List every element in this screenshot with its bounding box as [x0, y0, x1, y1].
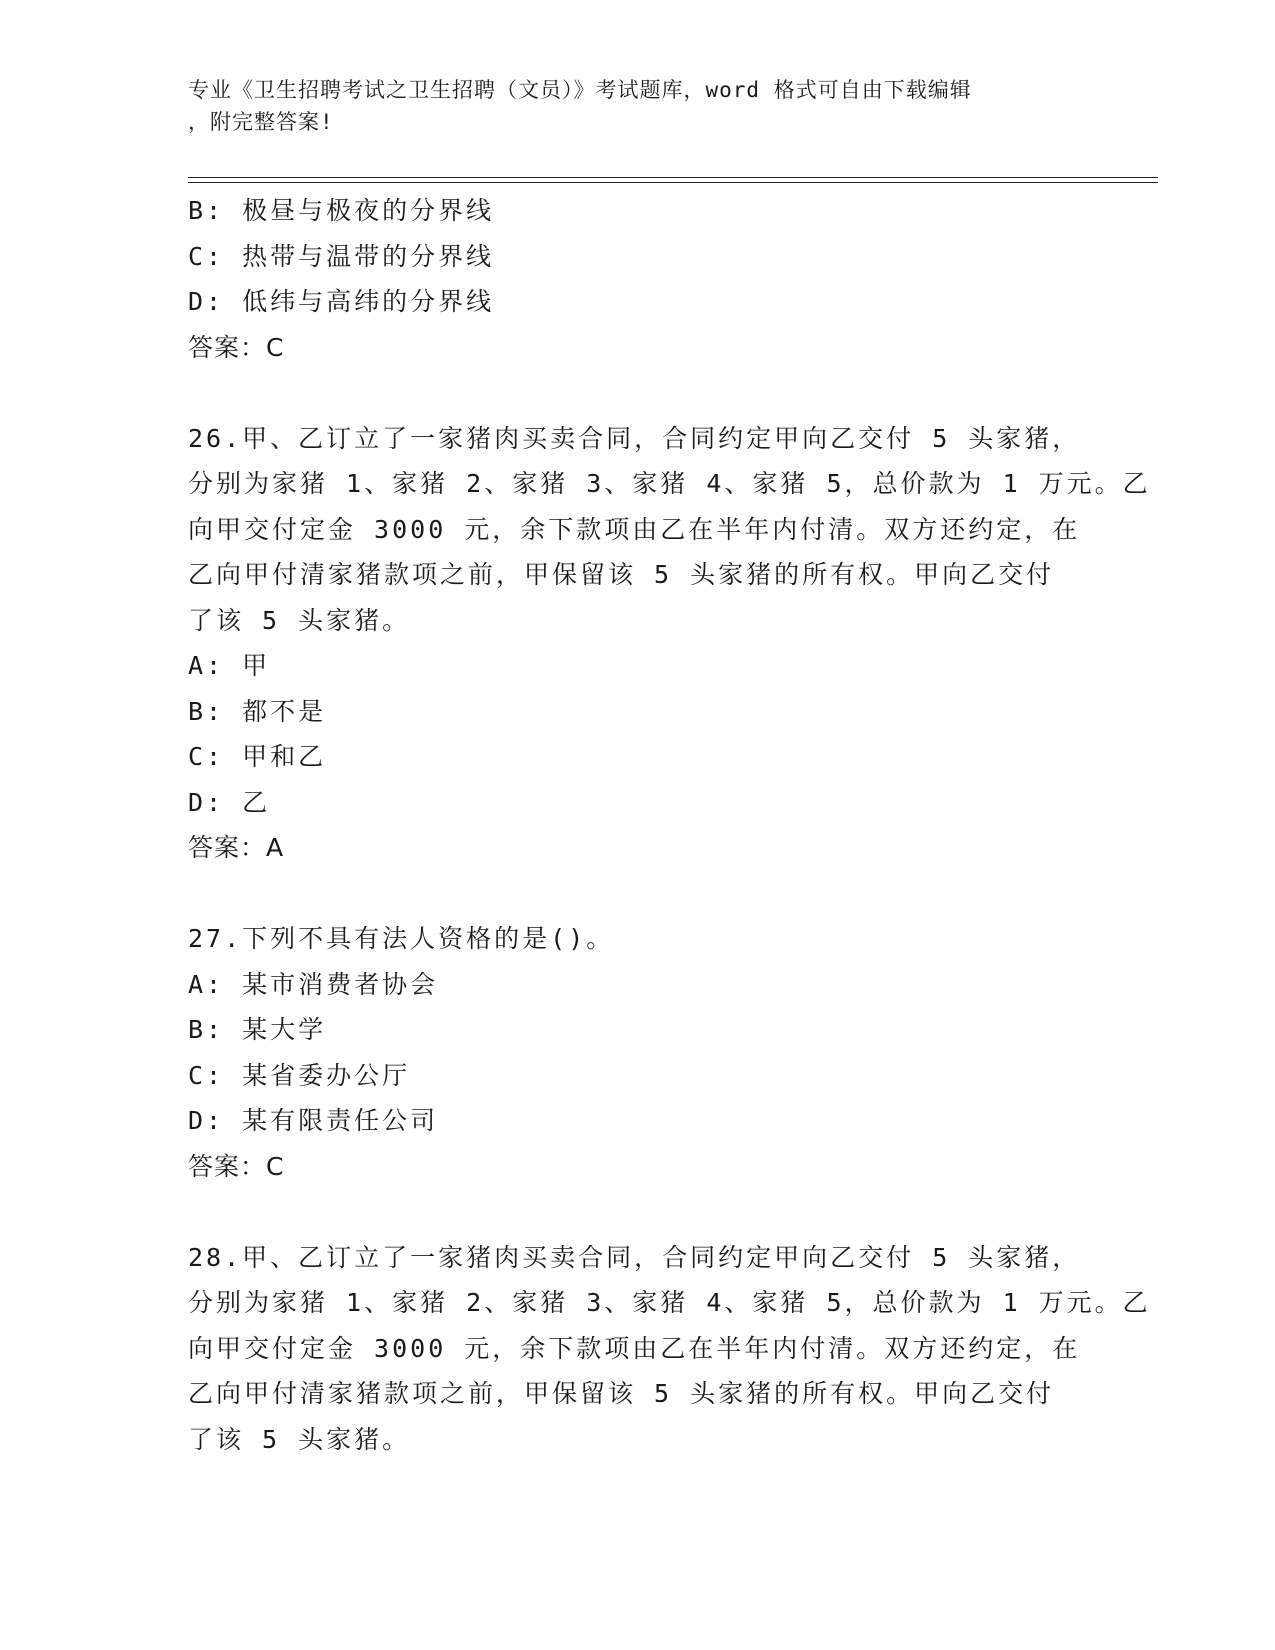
option-d: D: 低纬与高纬的分界线 — [188, 287, 495, 316]
question-stem-line: 28.甲、乙订立了一家猪肉买卖合同，合同约定甲向乙交付 5 头家猪， — [188, 1242, 1081, 1272]
question-stem-line: 分别为家猪 1、家猪 2、家猪 3、家猪 4、家猪 5，总价款为 1 万元。乙 — [188, 1288, 1151, 1317]
spacer — [188, 370, 1088, 416]
question-26 — [188, 416, 1151, 871]
question-27 — [188, 916, 1088, 1189]
spacer — [188, 871, 1088, 917]
spacer — [188, 1189, 1088, 1235]
question-stem-line: 乙向甲付清家猪款项之前，甲保留该 5 头家猪的所有权。甲向乙交付 — [188, 560, 1055, 589]
option-c: C: 甲和乙 — [188, 742, 327, 771]
header-line-2: ，附完整答案! — [188, 110, 334, 134]
option-b: B: 都不是 — [188, 696, 327, 726]
header-divider — [188, 177, 1158, 183]
question-25 — [188, 188, 1088, 370]
question-stem-line: 乙向甲付清家猪款项之前，甲保留该 5 头家猪的所有权。甲向乙交付 — [188, 1379, 1055, 1408]
question-stem-line: 向甲交付定金 3000 元，余下款项由乙在半年内付清。双方还约定，在 — [188, 1333, 1081, 1363]
option-d: D: 乙 — [188, 787, 271, 817]
page-header — [188, 74, 1068, 138]
option-c: C: 某省委办公厅 — [188, 1060, 411, 1090]
option-a: A: 甲 — [188, 651, 271, 680]
question-stem-line: 向甲交付定金 3000 元，余下款项由乙在半年内付清。双方还约定，在 — [188, 514, 1081, 544]
option-b: B: 极昼与极夜的分界线 — [188, 196, 495, 225]
question-stem-line: 了该 5 头家猪。 — [188, 1424, 411, 1454]
question-stem-line: 了该 5 头家猪。 — [188, 605, 411, 635]
question-content — [188, 188, 1151, 1462]
header-line-1: 专业《卫生招聘考试之卫生招聘（文员）》考试题库，word 格式可自由下载编辑 — [188, 78, 972, 102]
question-28 — [188, 1235, 1151, 1463]
option-a: A: 某市消费者协会 — [188, 969, 439, 999]
answer: 答案：A — [188, 833, 285, 862]
question-stem-line: 分别为家猪 1、家猪 2、家猪 3、家猪 4、家猪 5，总价款为 1 万元。乙 — [188, 469, 1151, 498]
answer: 答案：C — [188, 1151, 285, 1181]
answer: 答案：C — [188, 332, 285, 362]
option-b: B: 某大学 — [188, 1015, 327, 1044]
option-c: C: 热带与温带的分界线 — [188, 241, 495, 271]
question-stem-line: 26.甲、乙订立了一家猪肉买卖合同，合同约定甲向乙交付 5 头家猪， — [188, 423, 1081, 453]
question-stem: 27.下列不具有法人资格的是()。 — [188, 924, 615, 953]
option-d: D: 某有限责任公司 — [188, 1106, 439, 1135]
